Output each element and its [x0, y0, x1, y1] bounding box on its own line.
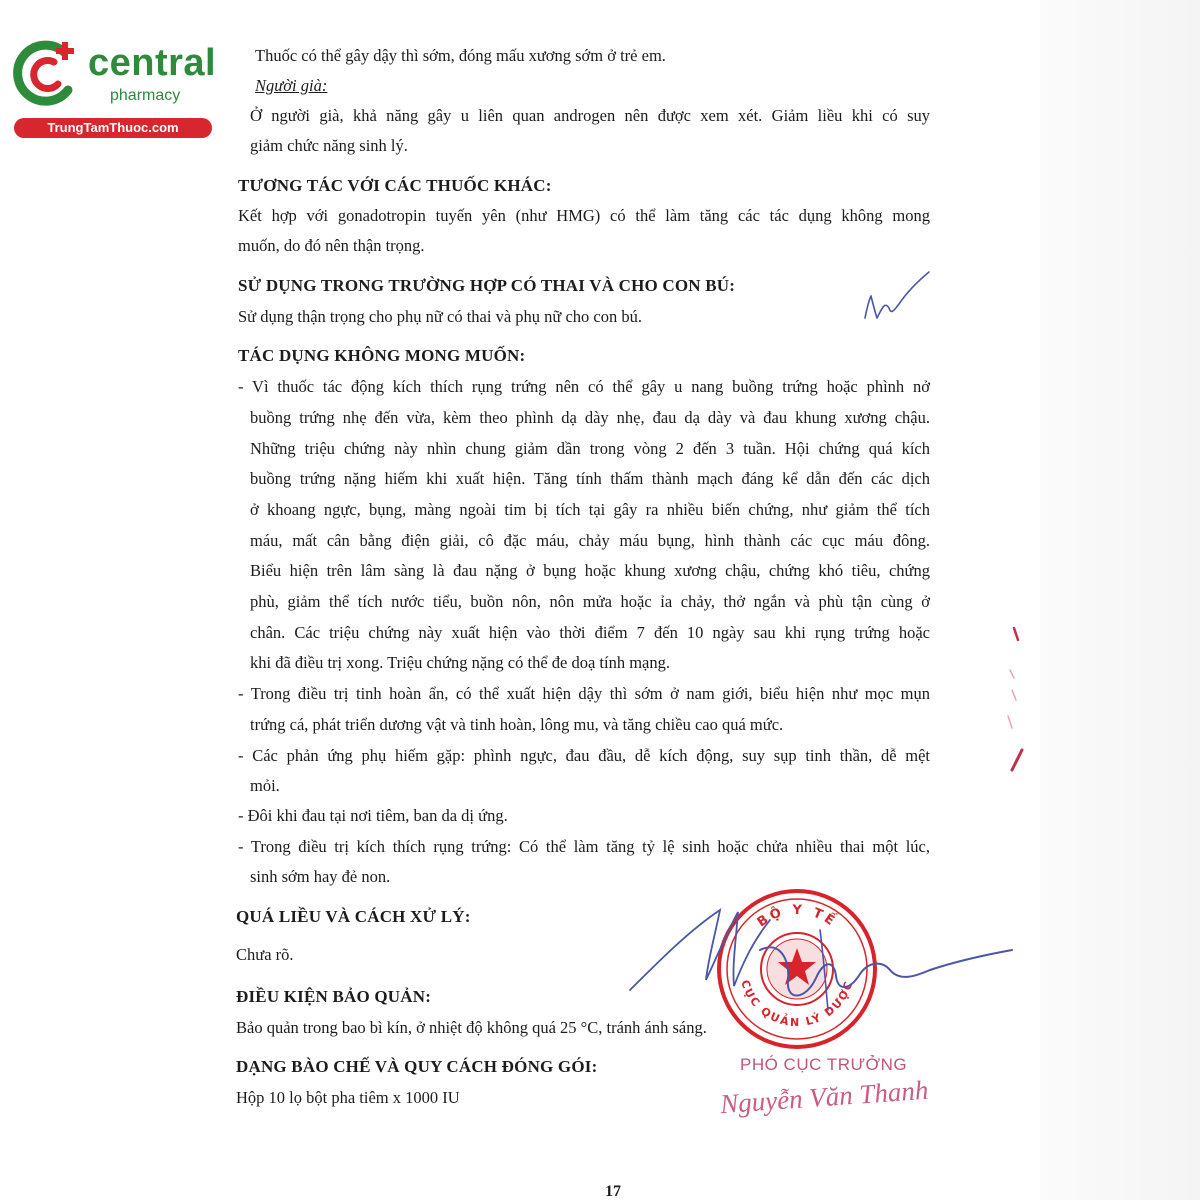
edge-ink-marks	[1000, 620, 1040, 780]
text-line: mỏi.	[250, 776, 280, 795]
brand-name: central	[88, 42, 217, 84]
text-line: Ở người già, khả năng gây u liên quan androgen nên được xem xét. Giảm liều khi có suy	[250, 106, 930, 125]
text-line: máu, mất cân bằng điện giải, cô đặc máu, chảy máu bụng, hình thành các cục máu đông.	[250, 531, 930, 550]
stamp-bottom-text: CỤC QUẢN LÝ DƯỢC	[738, 978, 856, 1030]
stamp-top-text: BỘ Y TẾ	[754, 902, 840, 931]
section-heading-interactions: TƯƠNG TÁC VỚI CÁC THUỐC KHÁC:	[238, 176, 552, 195]
text-line: giảm chức năng sinh lý.	[250, 136, 408, 155]
list-item: - Đôi khi đau tại nơi tiêm, ban da dị ứng.	[238, 806, 508, 825]
subheading-elderly: Người già:	[255, 76, 328, 95]
signer-name: Nguyễn Văn Thanh	[719, 1074, 930, 1120]
text-line: Sử dụng thận trọng cho phụ nữ có thai và phụ nữ cho con bú.	[238, 307, 642, 326]
page-edge-shadow	[1040, 0, 1200, 1200]
text-line: Những triệu chứng này nhìn chung giảm dần trong vòng 2 đến 3 tuần. Hội chứng quá kích	[250, 439, 930, 458]
text-line: phù, giảm thể tích nước tiểu, buồn nôn, nôn mửa hoặc ỉa chảy, thở ngắn và phù tận cùng ở	[250, 592, 930, 611]
text-line: trứng cá, phát triển dương vật và tinh hoàn, lông mu, và tăng chiều cao quá mức.	[250, 715, 784, 734]
brand-subtitle: pharmacy	[110, 87, 181, 104]
list-item: - Trong điều trị kích thích rụng trứng: Có thể làm tăng tỷ lệ sinh hoặc chửa nhiều thai một lúc,	[238, 837, 930, 856]
section-heading-pregnancy: SỬ DỤNG TRONG TRƯỜNG HỢP CÓ THAI VÀ CHO CON BÚ:	[238, 276, 736, 295]
brand-url-badge[interactable]: TrungTamThuoc.com	[14, 118, 212, 138]
handwritten-signature	[620, 890, 1020, 1030]
text-line: chân. Các triệu chứng này xuất hiện vào thời điểm 7 đến 10 ngày sau khi rụng trứng hoặc	[250, 623, 930, 642]
text-line: Bảo quản trong bao bì kín, ở nhiệt độ không quá 25 °C, tránh ánh sáng.	[236, 1018, 707, 1037]
initial-signature	[855, 268, 935, 328]
list-item: - Trong điều trị tinh hoàn ẩn, có thể xuất hiện dậy thì sớm ở nam giới, biểu hiện như mọc mụn	[238, 684, 930, 703]
list-item: - Vì thuốc tác động kích thích rụng trứng nên có thể gây u nang buồng trứng hoặc phình nở	[238, 377, 930, 396]
text-line: Chưa rõ.	[236, 945, 294, 964]
text-line: buồng trứng nặng hiếm khi xuất hiện. Tăng tính thấm thành mạch đáng kể dẫn đến các dịch	[250, 469, 930, 488]
text-line: Kết hợp với gonadotropin tuyến yên (như HMG) có thể làm tăng các tác dụng không mong	[238, 206, 930, 225]
text-line: Biểu hiện trên lâm sàng là đau nặng ở bụng hoặc khung xương chậu, chứng khó tiêu, chứng	[250, 561, 930, 580]
text-line: buồng trứng nhẹ đến vừa, kèm theo phình dạ dày nhẹ, đau dạ dày và đau khung xương chậu.	[250, 408, 930, 427]
list-item: - Các phản ứng phụ hiếm gặp: phình ngực, đau đầu, dễ kích động, suy sụp tinh thần, dễ mệt	[238, 746, 930, 765]
signer-title: PHÓ CỤC TRƯỞNG	[740, 1055, 908, 1074]
section-heading-side-effects: TÁC DỤNG KHÔNG MONG MUỐN:	[238, 346, 526, 365]
text-line: sinh sớm hay đẻ non.	[250, 867, 391, 886]
text-line: ở khoang ngực, bụng, màng ngoài tim bị tích tại gây ra nhiều biến chứng, như giảm thể tích	[250, 500, 930, 519]
text-line: khi đã điều trị xong. Triệu chứng nặng có thể đe doạ tính mạng.	[250, 653, 671, 672]
text-line: muốn, do đó nên thận trọng.	[238, 236, 425, 255]
page-number: 17	[605, 1183, 621, 1200]
section-heading-overdose: QUÁ LIỀU VÀ CÁCH XỬ LÝ:	[236, 907, 471, 926]
section-heading-packaging: DẠNG BÀO CHẾ VÀ QUY CÁCH ĐÓNG GÓI:	[236, 1057, 598, 1076]
text-line: Hộp 10 lọ bột pha tiêm x 1000 IU	[236, 1088, 460, 1107]
section-heading-storage: ĐIỀU KIỆN BẢO QUẢN:	[236, 987, 432, 1006]
text-line: Thuốc có thể gây dậy thì sớm, đóng mấu xương sớm ở trẻ em.	[255, 46, 666, 65]
